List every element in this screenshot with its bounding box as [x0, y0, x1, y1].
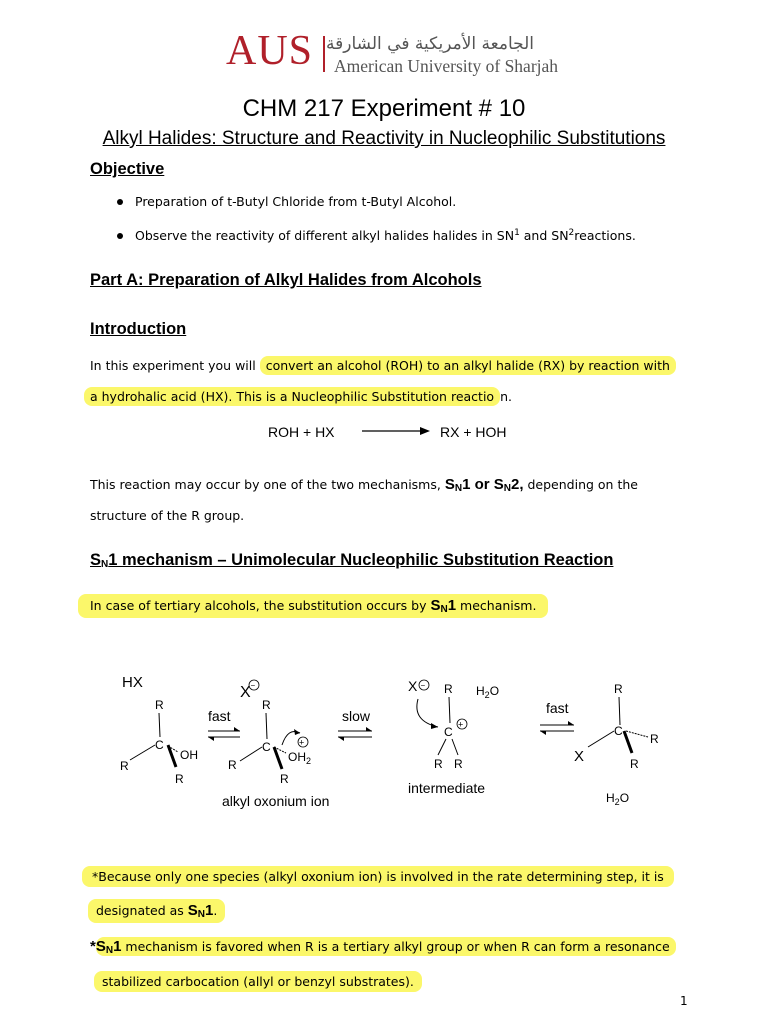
hx-label: HX — [122, 674, 143, 691]
objective-heading: Objective — [90, 160, 165, 178]
equation-reactants: ROH + HX — [268, 424, 335, 440]
logo-arabic-name: الجامعة الأمريكية في الشارقة — [326, 34, 534, 54]
r-label: R — [155, 698, 164, 712]
sn1-mechanism-scheme — [100, 665, 700, 815]
slow-label: slow — [342, 708, 371, 724]
halide-ion-label: X — [408, 678, 418, 694]
r-label: R — [120, 759, 129, 773]
rate-step-note-line-2: designated as $S_N1$. — [88, 899, 225, 923]
plus-charge: + — [299, 737, 305, 748]
sn1-favored-note-line-1: $*S_N1$ mechanism is favored when R is a tertiary alkyl group or when R can form a resonance — [90, 938, 676, 956]
logo-divider — [323, 36, 325, 72]
fast-label-1: fast — [208, 708, 231, 724]
intermediate-label: intermediate — [408, 780, 486, 796]
water-label: $H_2O$ — [606, 791, 630, 807]
rate-step-note-line-1: *Because only one species (alkyl oxonium ion) is involved in the rate determining step, it is — [82, 866, 674, 887]
aus-logo-text: AUS — [226, 28, 314, 74]
equation-products: RX + HOH — [440, 424, 507, 440]
alkyl-oxonium-label: alkyl oxonium ion — [222, 793, 330, 809]
r-label: R — [262, 698, 271, 712]
part-a-heading: Part A: Preparation of Alkyl Halides from Alcohols — [90, 271, 482, 289]
r-label: R — [454, 757, 463, 771]
oxonium-label: $OH_2$ — [288, 750, 312, 766]
bullet-icon — [117, 233, 123, 239]
minus-charge: − — [250, 681, 256, 690]
r-label: R — [280, 772, 289, 786]
carbon-label: C — [155, 738, 164, 752]
carbon-label: C — [262, 740, 271, 754]
carbon-label: C — [444, 725, 453, 739]
mechanism-intro-line-2: structure of the R group. — [90, 508, 245, 523]
halide-ion-label: X — [240, 684, 251, 701]
intro-line-2: a hydrohalic acid (HX). This is a Nucleophilic Substitution reactio n. — [84, 389, 512, 404]
carbon-label: C — [614, 724, 623, 738]
minus-charge: − — [420, 681, 426, 690]
introduction-heading: Introduction — [90, 320, 187, 338]
objective-bullet-1: Preparation of t-Butyl Chloride from t-Butyl Alcohol. — [135, 194, 457, 209]
bullet-icon — [117, 199, 123, 205]
r-label: R — [175, 772, 184, 786]
r-label: R — [444, 682, 453, 696]
logo-english-name: American University of Sharjah — [334, 56, 559, 76]
halide-product-label: X — [574, 748, 585, 765]
plus-charge: + — [458, 719, 464, 730]
hydroxyl-label: OH — [180, 748, 198, 762]
sn1-tertiary-note: In case of tertiary alcohols, the substitution occurs by $S_N1$ mechanism. — [78, 594, 548, 618]
fast-label-2: fast — [546, 700, 569, 716]
r-label: R — [434, 757, 443, 771]
r-label: R — [650, 732, 659, 746]
sn1-heading: $S_N1$ mechanism – Unimolecular Nucleophilic Substitution Reaction — [90, 551, 614, 570]
r-label: R — [614, 682, 623, 696]
intro-line-1: In this experiment you will convert an alcohol (ROH) to an alkyl halide (RX) by reaction with — [90, 358, 676, 373]
water-label: $H_2O$ — [476, 684, 500, 700]
r-label: R — [228, 758, 237, 772]
document-title: CHM 217 Experiment # 10 — [242, 95, 526, 122]
document-subtitle: Alkyl Halides: Structure and Reactivity in Nucleophilic Substitutions — [102, 128, 666, 149]
objective-bullet-2: Observe the reactivity of different alkyl halides halides in $SN^1$ and $SN^2reactions$. — [135, 228, 636, 243]
mechanism-intro-line-1: This reaction may occur by one of the two mechanisms, $S_N1$ or $S_N2$, depending on the — [90, 476, 638, 494]
reaction-arrow — [360, 423, 432, 439]
sn1-favored-note-line-2: stabilized carbocation (allyl or benzyl substrates). — [94, 971, 422, 992]
r-label: R — [630, 757, 639, 771]
page-number: 1 — [680, 994, 688, 1008]
